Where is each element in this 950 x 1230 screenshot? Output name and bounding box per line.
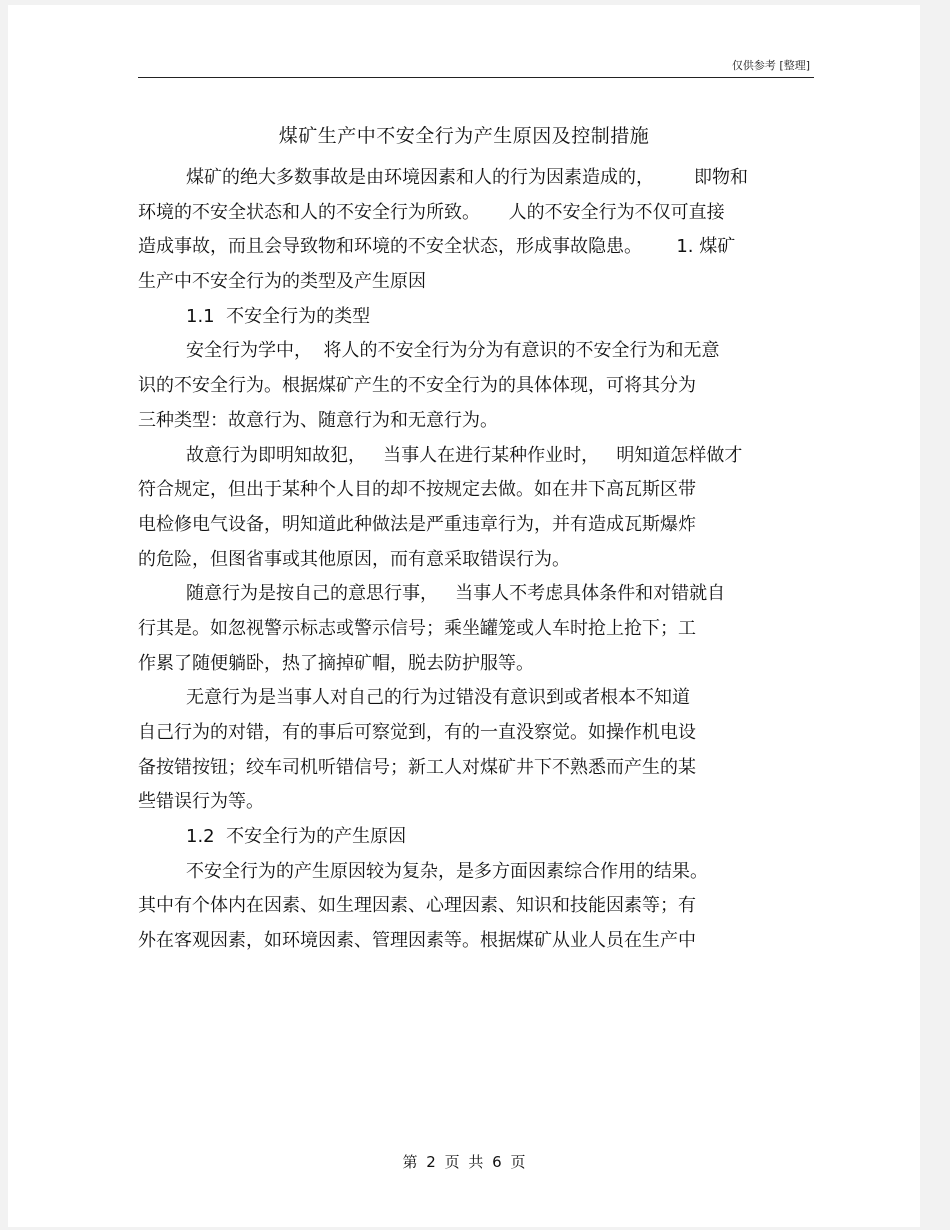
text-line: 1.1 不安全行为的类型 <box>186 305 371 327</box>
text-line: 不安全行为的产生原因较为复杂，是多方面因素综合作用的结果。 <box>186 860 708 882</box>
text-line: 些错误行为等。 <box>138 791 264 813</box>
text-line: 三种类型：故意行为、随意行为和无意行为。 <box>138 409 498 431</box>
text-line: 外在客观因素，如环境因素、管理因素等。根据煤矿从业人员在生产中 <box>138 930 696 952</box>
document-title: 煤矿生产中不安全行为产生原因及控制措施 <box>278 125 650 147</box>
text-line: 煤矿的绝大多数事故是由环境因素和人的行为因素造成的， 即物和 <box>186 167 749 188</box>
header-note: 仅供参考 [整理] <box>731 59 810 72</box>
text-line: 的危险，但图省事或其他原因，而有意采取错误行为。 <box>138 548 570 570</box>
text-line: 环境的不安全状态和人的不安全行为所致。 人的不安全行为不仅可直接 <box>138 201 725 223</box>
text-line: 故意行为即明知故犯， 当事人在进行某种作业时， 明知道怎样做才 <box>186 444 743 466</box>
text-line: 备按错按钮；绞车司机听错信号；新工人对煤矿井下不熟悉而产生的某 <box>138 756 696 778</box>
text-line: 生产中不安全行为的类型及产生原因 <box>138 271 426 293</box>
text-line: 符合规定，但出于某种个人目的却不按规定去做。如在井下高瓦斯区带 <box>138 479 696 501</box>
text-line: 作累了随便躺卧，热了摘掉矿帽，脱去防护服等。 <box>138 652 534 674</box>
text-line: 安全行为学中， 将人的不安全行为分为有意识的不安全行为和无意 <box>186 340 720 362</box>
text-line: 无意行为是当事人对自己的行为过错没有意识到或者根本不知道 <box>186 687 690 709</box>
text-line: 随意行为是按自己的意思行事， 当事人不考虑具体条件和对错就自 <box>186 583 726 605</box>
page-number: 第 2 页 共 6 页 <box>402 1153 526 1171</box>
document-body <box>138 161 818 959</box>
text-line: 电检修电气设备，明知道此种做法是严重违章行为，并有造成瓦斯爆炸 <box>138 513 696 535</box>
header-divider <box>138 77 814 78</box>
text-line: 造成事故，而且会导致物和环境的不安全状态，形成事故隐患。 1. 煤矿 <box>138 236 736 258</box>
text-line: 识的不安全行为。根据煤矿产生的不安全行为的具体体现，可将其分为 <box>138 375 696 397</box>
text-line: 行其是。如忽视警示标志或警示信号；乘坐罐笼或人车时抢上抢下；工 <box>138 617 696 639</box>
text-line: 自己行为的对错，有的事后可察觉到，有的一直没察觉。如操作机电设 <box>138 722 696 743</box>
text-line: 其中有个体内在因素、如生理因素、心理因素、知识和技能因素等；有 <box>138 895 696 917</box>
document-page <box>8 5 920 1227</box>
text-line: 1.2 不安全行为的产生原因 <box>186 826 407 848</box>
